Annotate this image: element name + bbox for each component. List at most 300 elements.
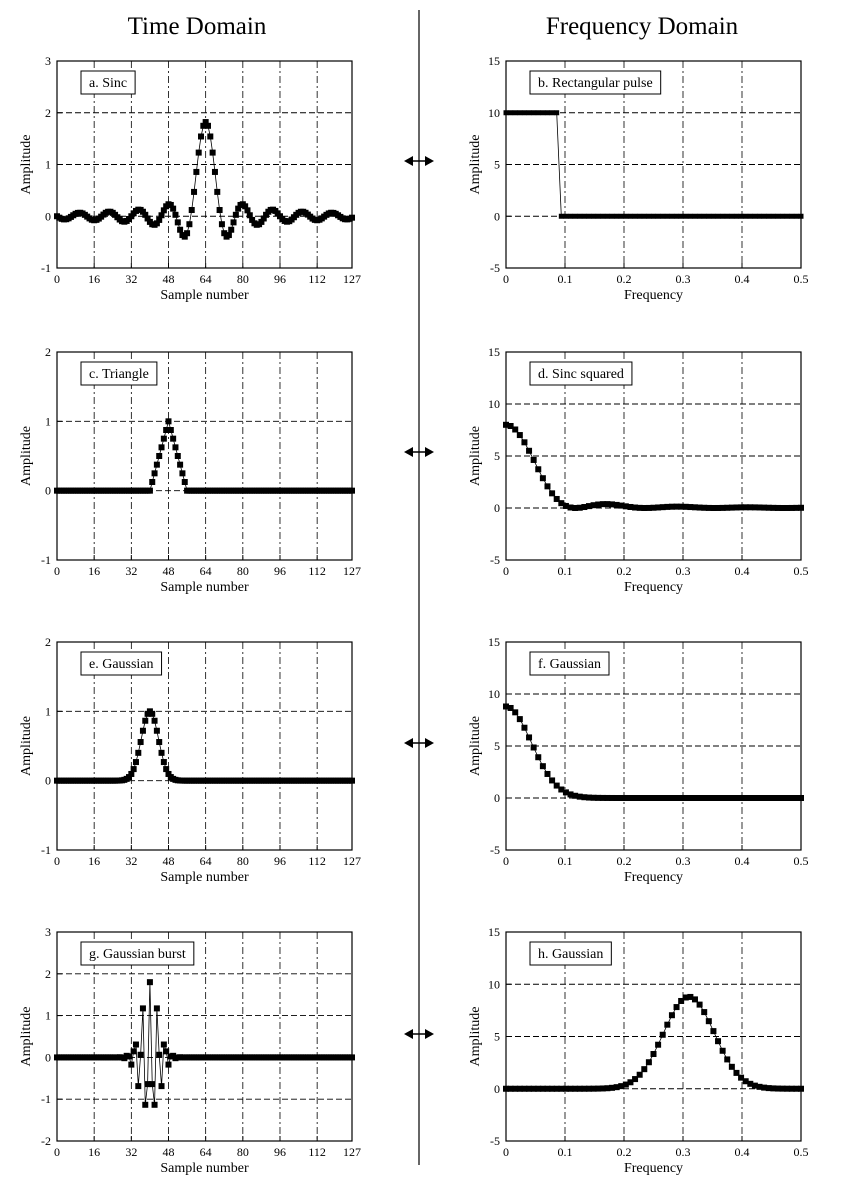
data-point [775,214,780,219]
arrow-head-left [404,738,413,748]
data-point [789,214,794,219]
data-point [226,232,232,238]
x-tick-label: 16 [88,272,101,286]
data-point [780,214,785,219]
x-tick-label: 0.5 [793,1145,809,1159]
x-tick-label: 112 [308,854,326,868]
chart-panel-b [468,54,809,303]
arrow-head-right [425,1029,434,1039]
data-point [189,207,195,213]
data-point [702,214,707,219]
data-point [172,212,178,218]
data-point [349,1054,355,1060]
data-point [549,490,555,496]
y-tick-label: 2 [45,105,51,120]
x-tick-label: 16 [88,854,101,868]
data-point [550,110,555,115]
data-point [785,214,790,219]
x-tick-label: 0.4 [734,854,750,868]
data-point [563,214,568,219]
data-point [156,1052,162,1058]
arrow-head-right [425,738,434,748]
x-tick-label: 64 [199,854,212,868]
data-point [619,214,624,219]
x-tick-label: 0 [503,854,509,868]
y-tick-label: 1 [45,414,51,429]
data-point [531,110,536,115]
series-line [57,982,352,1105]
chart-panel-f [468,635,809,885]
data-point [679,214,684,219]
y-axis-label: Amplitude [19,1006,34,1067]
data-point [179,470,185,476]
data-point [715,1038,721,1044]
y-axis-label: Amplitude [468,134,483,195]
data-point [217,207,223,213]
data-point [586,214,591,219]
y-tick-label: 2 [45,966,51,981]
data-point [526,448,532,454]
data-point [522,110,527,115]
data-point [205,123,211,129]
y-tick-label: 0 [494,209,500,224]
data-point [142,1102,148,1108]
data-point [196,150,202,156]
chart-title: d. Sinc squared [538,367,624,382]
y-tick-label: 1 [45,704,51,719]
y-tick-label: 15 [488,635,500,649]
y-tick-label: 0 [494,1081,500,1096]
x-tick-label: 0.4 [734,272,750,286]
y-tick-label: -5 [490,1134,500,1148]
data-point [637,214,642,219]
x-axis-label: Frequency [623,580,684,595]
arrow-head-left [404,447,413,457]
data-point [128,1062,134,1068]
data-point [133,759,139,765]
data-point [725,214,730,219]
data-point [207,133,213,139]
series-line [506,706,801,798]
x-tick-label: 0.3 [675,564,691,578]
y-tick-label: 5 [494,157,500,172]
y-tick-label: -1 [41,553,51,567]
data-point [212,169,218,175]
data-point [231,219,237,225]
data-point [161,759,167,765]
chart-panel-e [19,635,361,885]
x-axis-label: Sample number [160,1161,249,1176]
x-tick-label: 64 [199,564,212,578]
data-point [669,214,674,219]
data-point [161,1042,167,1048]
x-axis-label: Frequency [623,870,684,885]
data-point [349,215,355,221]
data-point [674,1004,680,1010]
data-point [729,1064,735,1070]
data-point [697,1002,703,1008]
data-point [535,466,541,472]
data-point [214,189,220,195]
data-point [540,475,546,481]
x-tick-label: 127 [343,272,361,286]
x-tick-label: 127 [343,564,361,578]
y-tick-label: 1 [45,157,51,172]
data-point [674,214,679,219]
x-tick-label: 112 [308,564,326,578]
data-point [152,470,158,476]
data-point [656,214,661,219]
data-point [720,1048,726,1054]
data-point [349,778,355,784]
x-tick-label: 0.5 [793,854,809,868]
y-axis-label: Amplitude [19,426,34,486]
data-point [156,453,162,459]
plots-container [19,54,809,1176]
data-point [140,728,146,734]
y-tick-label: -5 [490,553,500,567]
y-tick-label: -5 [490,843,500,857]
x-tick-label: 0.1 [557,272,573,286]
x-tick-label: 0.4 [734,564,750,578]
y-tick-label: 2 [45,345,51,359]
data-point [799,214,804,219]
data-point [757,214,762,219]
data-point [544,483,550,489]
x-tick-label: 32 [125,564,138,578]
data-point [210,150,216,156]
data-point [154,1005,160,1011]
x-tick-label: 64 [199,272,212,286]
data-point [724,1056,730,1062]
data-point [161,436,167,442]
y-axis-label: Amplitude [468,426,483,486]
x-tick-label: 0.5 [793,564,809,578]
data-point [743,214,748,219]
data-point [633,214,638,219]
x-tick-label: 48 [162,564,175,578]
series-line [506,997,801,1089]
x-axis-label: Frequency [623,288,684,303]
data-point [159,444,165,450]
data-point [177,462,183,468]
x-tick-label: 0.1 [557,1145,573,1159]
x-tick-label: 0.4 [734,1145,750,1159]
data-point [526,734,532,740]
x-tick-label: 0 [54,564,60,578]
data-point [175,219,181,225]
data-point [688,214,693,219]
x-tick-label: 16 [88,1145,101,1159]
y-tick-label: 5 [494,739,500,753]
y-tick-label: -1 [41,1092,51,1107]
data-point [605,214,610,219]
data-point [637,1072,643,1078]
y-tick-label: 10 [488,397,500,411]
frequency-domain-header: Frequency Domain [545,13,739,40]
x-tick-label: 127 [343,1145,361,1159]
data-point [517,110,522,115]
chart-title: c. Triangle [89,367,149,382]
data-point [582,214,587,219]
x-tick-label: 0.2 [616,272,632,286]
x-tick-label: 16 [88,564,101,578]
chart-panel-d [468,345,809,595]
data-point [154,462,160,468]
data-point [219,221,225,227]
x-tick-label: 80 [236,854,249,868]
y-tick-label: -1 [41,843,51,857]
data-point [711,214,716,219]
data-point [531,744,537,750]
y-axis-label: Amplitude [468,1006,483,1067]
data-point [159,750,165,756]
x-tick-label: 112 [308,272,326,286]
y-tick-label: -1 [41,261,51,275]
chart-title: g. Gaussian burst [89,947,186,962]
data-point [697,214,702,219]
data-point [540,763,546,769]
data-point [683,214,688,219]
chart-title: f. Gaussian [538,657,601,672]
y-tick-label: 1 [45,1008,51,1023]
data-point [517,432,523,438]
data-point [752,214,757,219]
data-point [135,750,141,756]
x-tick-label: 80 [236,1145,249,1159]
data-point [193,169,199,175]
x-tick-label: 0.1 [557,564,573,578]
data-point [521,439,527,445]
y-tick-label: 0 [45,209,51,224]
x-tick-label: 0 [54,272,60,286]
y-tick-label: 10 [488,105,500,120]
chart-panel-g [19,925,361,1176]
data-point [568,214,573,219]
data-point [706,214,711,219]
y-tick-label: 3 [45,54,51,68]
x-tick-label: 0.2 [616,854,632,868]
y-tick-label: -2 [41,1134,51,1148]
data-point [665,214,670,219]
data-point [577,214,582,219]
data-point [545,110,550,115]
data-point [766,214,771,219]
x-axis-label: Sample number [160,870,249,885]
chart-panel-a [19,54,361,303]
data-point [140,1005,146,1011]
x-tick-label: 80 [236,272,249,286]
data-point [521,725,527,731]
data-point [149,711,155,717]
data-point [748,214,753,219]
data-point [170,206,176,212]
data-point [651,1051,657,1057]
y-tick-label: 15 [488,54,500,68]
data-point [170,436,176,442]
x-tick-label: 0 [503,272,509,286]
x-axis-label: Sample number [160,580,249,595]
data-point [716,214,721,219]
x-tick-label: 80 [236,564,249,578]
data-point [729,214,734,219]
data-point [504,110,509,115]
chart-panel-h [468,925,809,1176]
chart-panel-c [19,345,361,595]
x-tick-label: 32 [125,272,138,286]
data-point [536,110,541,115]
data-point [798,505,804,511]
x-tick-label: 0.3 [675,272,691,286]
data-point [168,427,174,433]
x-tick-label: 48 [162,854,175,868]
time-domain-header: Time Domain [127,13,267,40]
y-tick-label: 0 [45,1050,51,1065]
data-point [138,739,144,745]
data-point [646,1059,652,1065]
y-tick-label: 5 [494,449,500,463]
y-tick-label: 10 [488,687,500,701]
data-point [149,479,155,485]
data-point [669,1012,675,1018]
data-point [512,426,518,432]
data-point [771,214,776,219]
data-point [191,189,197,195]
data-point [349,488,355,494]
data-point [508,110,513,115]
x-tick-label: 0 [503,1145,509,1159]
data-point [159,1083,165,1089]
y-axis-label: Amplitude [19,134,34,195]
data-point [540,110,545,115]
arrow-head-right [425,156,434,166]
data-point [692,214,697,219]
data-point [531,457,537,463]
series-line [57,421,352,490]
data-point [131,766,137,772]
data-point [739,214,744,219]
y-tick-label: 0 [45,483,51,498]
data-point [706,1018,712,1024]
y-tick-label: 0 [494,791,500,805]
x-tick-label: 127 [343,854,361,868]
x-tick-label: 0.3 [675,854,691,868]
data-point [651,214,656,219]
series-line [57,711,352,780]
chart-title: e. Gaussian [89,657,154,672]
data-point [701,1009,707,1015]
data-point [646,214,651,219]
x-tick-label: 112 [308,1145,326,1159]
data-point [513,110,518,115]
data-point [554,110,559,115]
x-tick-label: 0.5 [793,272,809,286]
data-point [591,214,596,219]
data-point [133,1042,139,1048]
data-point [549,777,555,783]
data-point [517,716,523,722]
data-point [147,488,153,494]
data-point [152,718,158,724]
x-axis-label: Frequency [623,1161,684,1176]
data-point [527,110,532,115]
arrow-head-left [404,1029,413,1039]
data-point [172,444,178,450]
data-point [544,771,550,777]
data-point [600,214,605,219]
x-tick-label: 0.2 [616,564,632,578]
data-point [710,1028,716,1034]
x-tick-label: 64 [199,1145,212,1159]
y-axis-label: Amplitude [468,716,483,776]
data-point [154,728,160,734]
y-tick-label: 2 [45,635,51,649]
x-tick-label: 96 [273,272,286,286]
data-point [596,214,601,219]
data-point [660,1032,666,1038]
data-point [720,214,725,219]
x-tick-label: 0 [503,564,509,578]
data-point [641,1066,647,1072]
x-tick-label: 32 [125,854,138,868]
y-tick-label: 15 [488,925,500,939]
data-point [186,221,192,227]
data-point [175,453,181,459]
x-axis-label: Sample number [160,288,249,303]
data-point [165,1062,171,1068]
chart-title: b. Rectangular pulse [538,76,653,91]
data-point [623,214,628,219]
data-point [692,996,698,1002]
data-point [149,1081,155,1087]
data-point [664,1022,670,1028]
y-tick-label: 5 [494,1029,500,1044]
data-point [614,214,619,219]
data-point [184,230,190,236]
data-point [142,718,148,724]
data-point [147,979,153,985]
data-point [165,418,171,424]
data-point [138,1052,144,1058]
y-tick-label: 0 [45,773,51,788]
x-tick-label: 0.1 [557,854,573,868]
data-point [228,227,234,233]
y-tick-label: 10 [488,977,500,992]
y-axis-label: Amplitude [19,716,34,776]
x-tick-label: 96 [273,854,286,868]
data-point [152,1102,158,1108]
y-tick-label: -5 [490,261,500,275]
data-point [573,214,578,219]
chart-title: h. Gaussian [538,947,604,962]
x-tick-label: 0 [54,854,60,868]
data-point [610,214,615,219]
data-point [762,214,767,219]
x-tick-label: 48 [162,272,175,286]
x-tick-label: 0 [54,1145,60,1159]
data-point [798,1086,804,1092]
data-point [177,227,183,233]
data-point [628,214,633,219]
x-tick-label: 48 [162,1145,175,1159]
data-point [135,1083,141,1089]
x-tick-label: 96 [273,1145,286,1159]
data-point [233,212,239,218]
y-tick-label: 15 [488,345,500,359]
arrow-head-right [425,447,434,457]
data-point [559,214,564,219]
y-tick-label: 3 [45,925,51,939]
